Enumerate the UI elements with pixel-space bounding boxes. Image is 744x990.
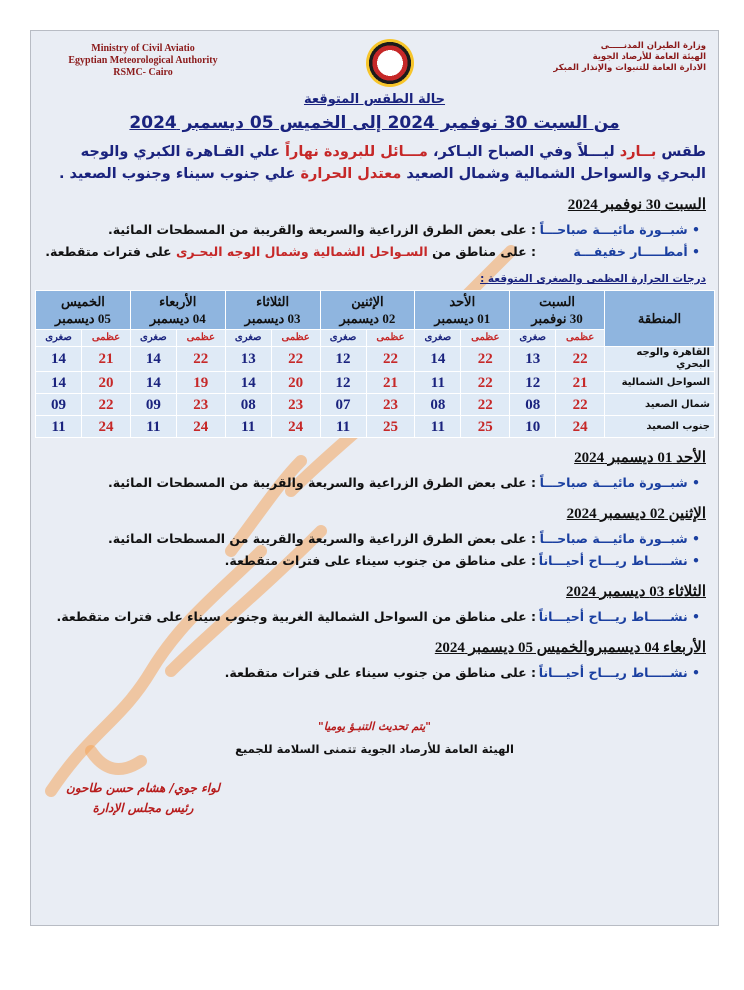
phenomenon-detail: : على بعض الطرق الزراعية والسريعة والقريبة من المسطحات المائية. xyxy=(108,222,536,237)
day-date: 05 ديسمبر xyxy=(54,311,111,326)
phenomenon-detail: : على بعض الطرق الزراعية والسريعة والقريبة من المسطحات المائية. xyxy=(108,475,536,490)
header-arabic xyxy=(496,39,706,74)
forecast-document xyxy=(30,30,719,926)
detail-text: : على مناطق من xyxy=(427,244,536,259)
signature-block xyxy=(43,778,243,818)
summary-text: علي القـاهرة الكبري والوجه البحري والسواحل الشمالية وشمال الصعيد xyxy=(80,144,706,182)
max-label: عظمى xyxy=(556,330,605,347)
max-temp: 21 xyxy=(366,372,415,394)
day-date: 01 ديسمبر xyxy=(434,311,491,326)
day-name: الأحد xyxy=(449,294,476,309)
header-english xyxy=(43,39,243,79)
max-temp: 22 xyxy=(556,394,605,416)
phenomenon-detail: : على مناطق من السواحل الشمالية الغربية وجنوب سيناء على فترات متقطعة. xyxy=(56,609,536,624)
phenomenon-detail: : على بعض الطرق الزراعية والسريعة والقريبة من المسطحات المائية. xyxy=(108,531,536,546)
min-temp: 14 xyxy=(130,372,176,394)
authority-ar: الهيئة العامة للأرصاد الجوية xyxy=(592,52,706,62)
min-temp: 12 xyxy=(320,347,366,372)
max-temp: 22 xyxy=(271,347,320,372)
max-temp: 25 xyxy=(461,416,510,438)
day-column-header xyxy=(225,291,320,330)
phenomenon-label: • نشـــــاط ريـــاح أحيـــاناً xyxy=(536,550,706,572)
max-temp: 22 xyxy=(556,347,605,372)
phenomenon-detail: : على مناطق من جنوب سيناء على فترات متقطعة. xyxy=(224,553,536,568)
max-temp: 25 xyxy=(366,416,415,438)
min-label: صغرى xyxy=(36,330,82,347)
day-date: 04 ديسمبر xyxy=(149,311,206,326)
min-label: صغرى xyxy=(415,330,461,347)
forecast-item xyxy=(43,550,706,572)
temperature-table-label: درجات الحرارة العظمى والصغرى المتوقعة : xyxy=(480,273,706,285)
ema-logo-icon xyxy=(366,39,414,87)
max-temp: 24 xyxy=(176,416,225,438)
max-temp: 20 xyxy=(271,372,320,394)
day-name: الإثنين xyxy=(351,294,384,309)
day-section-tue xyxy=(43,582,706,628)
min-temp: 11 xyxy=(320,416,366,438)
table-row xyxy=(36,372,715,394)
min-temp: 12 xyxy=(320,372,366,394)
phenomenon-detail: : على مناطق من جنوب سيناء على فترات متقطعة. xyxy=(224,665,536,680)
region-header: المنطقة xyxy=(605,291,715,347)
min-temp: 10 xyxy=(510,416,556,438)
max-temp: 22 xyxy=(366,347,415,372)
min-temp: 14 xyxy=(130,347,176,372)
day-date: 03 ديسمبر xyxy=(244,311,301,326)
authority-en: Egyptian Meteorological Authority xyxy=(68,55,218,66)
min-temp: 14 xyxy=(415,347,461,372)
forecast-item xyxy=(43,606,706,628)
day-date: 30 نوفمبر xyxy=(531,311,583,326)
max-label: عظمى xyxy=(271,330,320,347)
signatory-title: رئيس مجلس الإدارة xyxy=(92,801,194,815)
max-temp: 22 xyxy=(461,372,510,394)
forecast-item xyxy=(43,219,706,241)
forecast-item xyxy=(43,662,706,684)
min-label: صغرى xyxy=(320,330,366,347)
day-heading: الإثنين 02 ديسمبر 2024 xyxy=(566,506,706,522)
forecast-item xyxy=(43,528,706,550)
max-temp: 22 xyxy=(461,347,510,372)
day-section-sat xyxy=(43,195,706,263)
phenomenon-label: • شبــورة مائيـــة صباحـــاً xyxy=(536,472,706,494)
region-name: جنوب الصعيد xyxy=(605,416,715,438)
min-label: صغرى xyxy=(225,330,271,347)
min-label: صغرى xyxy=(130,330,176,347)
table-row xyxy=(36,416,715,438)
min-temp: 11 xyxy=(130,416,176,438)
phenomenon-label: • نشـــــاط ريـــاح أحيـــاناً xyxy=(536,662,706,684)
safety-wish: الهيئة العامة للأرصاد الجوية تتمنى السلامة للجميع xyxy=(235,742,514,756)
min-temp: 11 xyxy=(225,416,271,438)
summary-highlight: معتدل الحرارة xyxy=(300,166,402,182)
phenomenon-label: • أمطـــــار خفيفـــة xyxy=(536,241,706,263)
day-column-header xyxy=(320,291,415,330)
region-name: شمال الصعيد xyxy=(605,394,715,416)
min-temp: 11 xyxy=(36,416,82,438)
min-temp: 14 xyxy=(225,372,271,394)
max-temp: 24 xyxy=(556,416,605,438)
day-heading: الأحد 01 ديسمبر 2024 xyxy=(574,450,706,466)
min-temp: 14 xyxy=(36,372,82,394)
phenomenon-label: • نشـــــاط ريـــاح أحيـــاناً xyxy=(536,606,706,628)
day-section-sun xyxy=(43,448,706,494)
max-temp: 21 xyxy=(556,372,605,394)
max-label: عظمى xyxy=(82,330,131,347)
update-note: "يتم تحديث التنبـؤ يوميا" xyxy=(317,720,432,733)
department-ar: الادارة العامة للتنبوات والإنذار المبكر xyxy=(553,63,706,73)
day-name: الخميس xyxy=(60,294,105,309)
document-title: حالة الطقس المتوقعة xyxy=(303,92,446,107)
ministry-ar: وزارة الطيران المدنـــــى xyxy=(600,41,706,51)
max-temp: 21 xyxy=(82,347,131,372)
temperature-table xyxy=(35,290,715,438)
day-name: الأربعاء xyxy=(159,294,197,309)
min-temp: 08 xyxy=(510,394,556,416)
max-label: عظمى xyxy=(366,330,415,347)
summary-text: ليـــلاً وفي الصباح البـاكر، xyxy=(427,144,620,160)
max-temp: 23 xyxy=(176,394,225,416)
day-column-header xyxy=(510,291,605,330)
day-heading: الأربعاء 04 ديسمبروالخميس 05 ديسمبر 2024 xyxy=(434,640,706,656)
max-temp: 24 xyxy=(82,416,131,438)
day-column-header xyxy=(130,291,225,330)
day-name: الثلاثاء xyxy=(256,294,290,309)
min-temp: 14 xyxy=(36,347,82,372)
detail-highlight: السـواحل الشمالية وشمال الوجه البحـرى xyxy=(175,244,428,259)
max-temp: 22 xyxy=(461,394,510,416)
summary-text: علي جنوب سيناء وجنوب الصعيد . xyxy=(58,166,301,182)
forecast-item xyxy=(43,241,706,263)
day-column-header xyxy=(36,291,131,330)
phenomenon-label: • شبــورة مائيـــة صباحـــاً xyxy=(536,528,706,550)
day-section-wed-thu xyxy=(43,638,706,684)
day-name: السبت xyxy=(539,294,576,309)
min-temp: 13 xyxy=(510,347,556,372)
day-heading: الثلاثاء 03 ديسمبر 2024 xyxy=(566,584,706,600)
table-row xyxy=(36,347,715,372)
min-label: صغرى xyxy=(510,330,556,347)
summary-text: طقس xyxy=(656,144,706,160)
region-name: القاهرة والوجه البحري xyxy=(605,347,715,372)
signatory-name: لواء جوي/ هشام حسن طاحون xyxy=(66,781,220,795)
detail-text: على فترات متقطعة. xyxy=(45,244,176,259)
min-temp: 12 xyxy=(510,372,556,394)
max-temp: 22 xyxy=(176,347,225,372)
min-temp: 13 xyxy=(225,347,271,372)
phenomenon-label: • شبــورة مائيـــة صباحـــاً xyxy=(536,219,706,241)
summary-highlight: بــارد xyxy=(619,144,657,160)
day-column-header xyxy=(415,291,510,330)
min-temp: 11 xyxy=(415,372,461,394)
max-label: عظمى xyxy=(461,330,510,347)
phenomenon-detail xyxy=(43,241,536,263)
max-temp: 24 xyxy=(271,416,320,438)
day-heading: السبت 30 نوفمبر 2024 xyxy=(567,197,706,213)
min-temp: 09 xyxy=(130,394,176,416)
min-temp: 08 xyxy=(225,394,271,416)
max-temp: 22 xyxy=(82,394,131,416)
table-row xyxy=(36,394,715,416)
day-section-mon xyxy=(43,504,706,572)
rsmc-en: RSMC- Cairo xyxy=(113,67,173,78)
min-temp: 11 xyxy=(415,416,461,438)
region-name: السواحل الشمالية xyxy=(605,372,715,394)
forecast-period: من السبت 30 نوفمبر 2024 إلى الخميس 05 ديسمبر 2024 xyxy=(129,113,620,133)
min-temp: 07 xyxy=(320,394,366,416)
ministry-en: Ministry of Civil Aviatio xyxy=(91,43,195,54)
summary-paragraph xyxy=(43,141,706,185)
min-temp: 09 xyxy=(36,394,82,416)
forecast-item xyxy=(43,472,706,494)
max-temp: 23 xyxy=(271,394,320,416)
day-date: 02 ديسمبر xyxy=(339,311,396,326)
max-temp: 20 xyxy=(82,372,131,394)
letterhead xyxy=(43,39,706,91)
min-temp: 08 xyxy=(415,394,461,416)
summary-highlight: مـــائل للبرودة نهاراً xyxy=(285,144,428,160)
max-temp: 23 xyxy=(366,394,415,416)
max-temp: 19 xyxy=(176,372,225,394)
max-label: عظمى xyxy=(176,330,225,347)
